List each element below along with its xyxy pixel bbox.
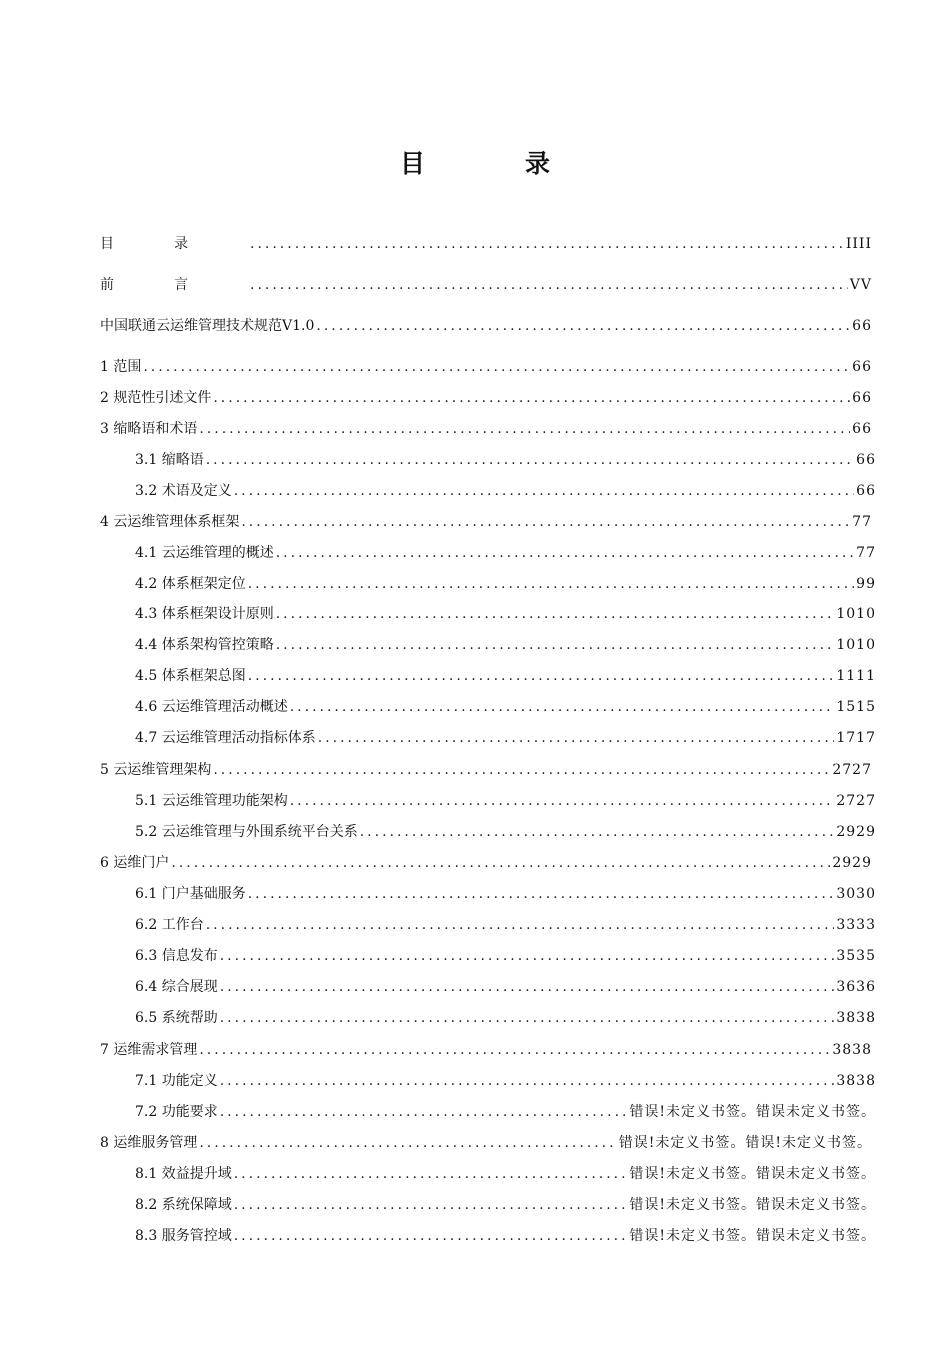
toc-entry[interactable]: [135, 790, 876, 812]
toc-entry-label: 7 运维需求管理: [100, 1042, 198, 1058]
toc-dot-leader: [276, 542, 854, 564]
toc-entry[interactable]: [135, 727, 876, 749]
toc-entry-page: 2727: [832, 762, 872, 778]
toc-entry-label: 8.1 效益提升域: [135, 1166, 232, 1182]
toc-entry[interactable]: [135, 1194, 876, 1216]
toc-entry-label: 6.2 工作台: [135, 917, 204, 933]
toc-entry-page: 66: [852, 421, 872, 437]
toc-entry-page: 66: [856, 483, 876, 499]
toc-entry-label: 6.4 综合展现: [135, 979, 218, 995]
toc-dot-leader: [171, 852, 830, 874]
toc-entry-page: 错误!未定义书签。错误未定义书签。: [629, 1104, 876, 1120]
toc-entry-page: 77: [856, 545, 876, 561]
toc-entry-page: 1111: [836, 668, 876, 684]
toc-entry-label: 6.1 门户基础服务: [135, 886, 246, 902]
toc-dot-leader: [220, 1007, 835, 1029]
toc-entry[interactable]: [100, 315, 872, 337]
toc-entry-page: 99: [856, 576, 876, 592]
toc-entry-label: 1 范围: [100, 359, 142, 375]
toc-dot-leader: [213, 759, 830, 781]
toc-entry-page: VV: [849, 277, 872, 293]
toc-entry-page: 错误!未定义书签。错误未定义书签。: [629, 1228, 876, 1244]
toc-entry-label: 4.2 体系框架定位: [135, 576, 246, 592]
toc-dot-leader: [234, 480, 854, 502]
toc-entry-label: 7.1 功能定义: [135, 1073, 218, 1089]
toc-entry-label: 目录: [100, 236, 248, 252]
toc-entry-label: 4.1 云运维管理的概述: [135, 545, 274, 561]
toc-entry-label: 4.7 云运维管理活动指标体系: [135, 730, 316, 746]
toc-dot-leader: [250, 233, 844, 255]
toc-dot-leader: [220, 976, 835, 998]
toc-entry-label: 4.4 体系架构管控策略: [135, 637, 274, 653]
toc-entry-page: 1010: [836, 606, 876, 622]
toc-entry-page: 3838: [836, 1073, 876, 1089]
toc-entry[interactable]: [100, 852, 872, 874]
toc-entry[interactable]: [135, 449, 876, 471]
toc-entry-page: 错误!未定义书签。错误未定义书签。: [629, 1197, 876, 1213]
toc-entry[interactable]: [135, 542, 876, 564]
toc-entry-label: 3.2 术语及定义: [135, 483, 232, 499]
toc-entry-label: 5 云运维管理架构: [100, 762, 212, 778]
toc-dot-leader: [318, 727, 835, 749]
toc-entry-page: 错误!未定义书签。错误!未定义书签。: [618, 1135, 872, 1151]
toc-entry-label: 4 云运维管理体系框架: [100, 514, 240, 530]
toc-entry[interactable]: [135, 1101, 876, 1123]
toc-entry[interactable]: [100, 1132, 872, 1154]
toc-dot-leader: [248, 883, 835, 905]
toc-entry-page: 3838: [836, 1010, 876, 1026]
toc-entry-page: 3333: [836, 917, 876, 933]
toc-entry-label: 6.5 系统帮助: [135, 1010, 218, 1026]
toc-entry-label: 6 运维门户: [100, 855, 170, 871]
toc-dot-leader: [199, 418, 850, 440]
toc-dot-leader: [220, 945, 835, 967]
toc-dot-leader: [241, 511, 850, 533]
toc-entry-page: 66: [852, 359, 872, 375]
toc-heading: 目 录: [399, 149, 550, 178]
toc-entry[interactable]: [135, 480, 876, 502]
toc-entry[interactable]: [135, 976, 876, 998]
toc-entry[interactable]: [135, 603, 876, 625]
toc-entry[interactable]: [135, 634, 876, 656]
toc-dot-leader: [276, 634, 835, 656]
toc-entry[interactable]: [135, 573, 876, 595]
toc-entry-label: 6.3 信息发布: [135, 948, 218, 964]
toc-entry-page: 3535: [836, 948, 876, 964]
toc-entry-page: 1515: [836, 699, 876, 715]
toc-dot-leader: [290, 696, 835, 718]
toc-entry-page: IIII: [845, 236, 872, 252]
toc-entry[interactable]: [135, 914, 876, 936]
toc-entry[interactable]: [135, 883, 876, 905]
toc-entry-label: 中国联通云运维管理技术规范V1.0: [100, 318, 315, 334]
toc-entry[interactable]: [135, 696, 876, 718]
toc-entry[interactable]: [100, 1039, 872, 1061]
toc-entry-page: 3838: [832, 1042, 872, 1058]
toc-entry-page: 77: [852, 514, 872, 530]
toc-dot-leader: [290, 790, 835, 812]
toc-entry[interactable]: [100, 356, 872, 378]
toc-dot-leader: [250, 274, 848, 296]
toc-entry-label: 5.1 云运维管理功能架构: [135, 793, 288, 809]
toc-entry-page: 66: [856, 452, 876, 468]
toc-entry-label: 3.1 缩略语: [135, 452, 204, 468]
toc-dot-leader: [276, 603, 835, 625]
toc-entry-page: 3030: [836, 886, 876, 902]
toc-entry-label: 7.2 功能要求: [135, 1104, 218, 1120]
toc-entry[interactable]: [135, 1163, 876, 1185]
toc-entry-page: 1717: [836, 730, 876, 746]
toc-entry[interactable]: [100, 418, 872, 440]
toc-entry-label: 2 规范性引述文件: [100, 390, 212, 406]
toc-entry-page: 2727: [836, 793, 876, 809]
toc-entry[interactable]: [100, 759, 872, 781]
toc-entry-page: 3636: [836, 979, 876, 995]
toc-dot-leader: [360, 821, 835, 843]
toc-dot-leader: [143, 356, 850, 378]
toc-entry-label: 4.6 云运维管理活动概述: [135, 699, 288, 715]
toc-dot-leader: [213, 387, 850, 409]
toc-entry-label: 4.3 体系框架设计原则: [135, 606, 274, 622]
toc-entry-page: 66: [852, 318, 872, 334]
toc-dot-leader: [316, 315, 850, 337]
toc-dot-leader: [199, 1039, 830, 1061]
toc-dot-leader: [199, 1132, 616, 1154]
toc-dot-leader: [248, 665, 835, 687]
toc-entry-page: 1010: [836, 637, 876, 653]
toc-entry[interactable]: [100, 274, 872, 296]
toc-dot-leader: [234, 1163, 628, 1185]
toc-entry-label: 前言: [100, 277, 248, 293]
toc-entry-page: 错误!未定义书签。错误未定义书签。: [629, 1166, 876, 1182]
toc-entry[interactable]: [100, 511, 872, 533]
toc-entry-label: 5.2 云运维管理与外围系统平台关系: [135, 824, 358, 840]
toc-entry-label: 8.2 系统保障域: [135, 1197, 232, 1213]
toc-entry-label: 3 缩略语和术语: [100, 421, 198, 437]
toc-entry-label: 8 运维服务管理: [100, 1135, 198, 1151]
toc-entry[interactable]: [135, 1225, 876, 1247]
toc-entry[interactable]: [135, 1070, 876, 1092]
toc-entry[interactable]: [135, 945, 876, 967]
toc-entry[interactable]: [135, 821, 876, 843]
toc-dot-leader: [220, 1070, 835, 1092]
toc-entry[interactable]: [135, 665, 876, 687]
toc-entry[interactable]: [135, 1007, 876, 1029]
toc-dot-leader: [206, 449, 854, 471]
toc-entry-page: 2929: [832, 855, 872, 871]
toc-entry-page: 2929: [836, 824, 876, 840]
toc-dot-leader: [248, 573, 854, 595]
toc-dot-leader: [206, 914, 835, 936]
toc-dot-leader: [234, 1225, 628, 1247]
toc-entry[interactable]: [100, 387, 872, 409]
toc-dot-leader: [234, 1194, 628, 1216]
toc-entry-label: 8.3 服务管控域: [135, 1228, 232, 1244]
toc-dot-leader: [220, 1101, 628, 1123]
toc-entry[interactable]: [100, 233, 872, 255]
toc-entry-label: 4.5 体系框架总图: [135, 668, 246, 684]
toc-entry-page: 66: [852, 390, 872, 406]
